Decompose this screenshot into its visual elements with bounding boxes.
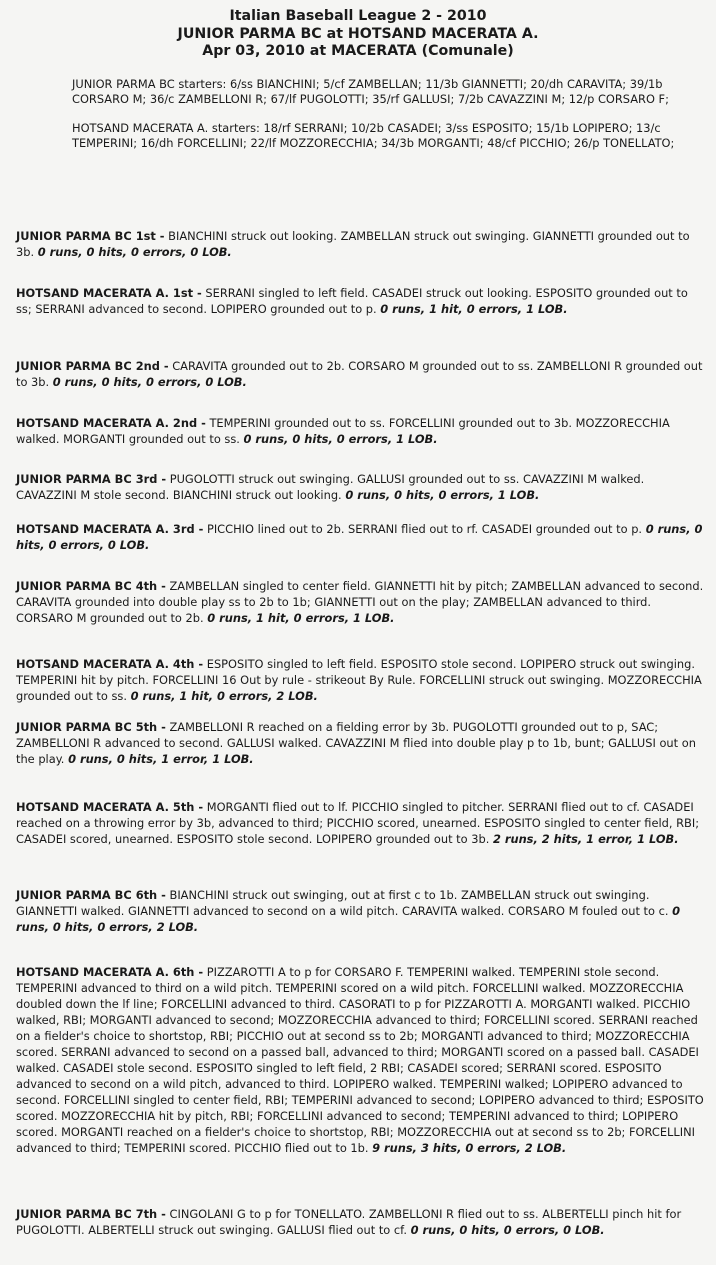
inning-heading: JUNIOR PARMA BC 7th - (16, 1207, 166, 1221)
inning-summary: 0 runs, 1 hit, 0 errors, 1 LOB. (207, 611, 395, 625)
inning-paragraph (16, 228, 706, 260)
inning-plays: ESPOSITO singled to left field. ESPOSITO stole second. LOPIPERO struck out swinging. TEMPERINI hit by pitch. FORCELLINI 16 Out by rule - strikeout By Rule. FORCELLINI struck out swinging. MOZZORECCHIA grounded out to ss. (16, 657, 702, 703)
inning-plays: MORGANTI flied out to lf. PICCHIO singled to pitcher. SERRANI flied out to cf. CASADEI reached on a throwing error by 3b, advanced to third; PICCHIO scored, unearned. ESPOSITO singled to center field, RBI; CASADEI scored, unearned. ESPOSITO stole second. LOPIPERO grounded out to 3b. (16, 800, 700, 846)
inning-plays: TEMPERINI grounded out to ss. FORCELLINI grounded out to 3b. MOZZORECCHIA walked. MORGANTI grounded out to ss. (16, 416, 670, 446)
inning-summary: 0 runs, 0 hits, 0 errors, 2 LOB. (16, 904, 681, 934)
inning-summary: 0 runs, 0 hits, 1 error, 1 LOB. (68, 752, 254, 766)
inning-heading: JUNIOR PARMA BC 5th - (16, 720, 166, 734)
inning-paragraph (16, 521, 706, 553)
home-starters: HOTSAND MACERATA A. starters: 18/rf SERRANI; 10/2b CASADEI; 3/ss ESPOSITO; 15/1b LOPIPERO; 13/c TEMPERINI; 16/dh FORCELLINI; 22/lf MOZZORECCHIA; 34/3b MORGANTI; 48/cf PICCHIO; 26/p TONELLATO; (72, 120, 675, 150)
inning-paragraph (16, 799, 706, 847)
visitor-starters: JUNIOR PARMA BC starters: 6/ss BIANCHINI; 5/cf ZAMBELLAN; 11/3b GIANNETTI; 20/dh CARAVITA; 39/1b CORSARO M; 36/c ZAMBELLONI R; 67/lf PUGOLOTTI; 35/rf GALLUSI; 7/2b CAVAZZINI M; 12/p CORSARO F; (72, 76, 669, 106)
inning-heading: HOTSAND MACERATA A. 2nd - (16, 416, 206, 430)
inning-summary: 0 runs, 1 hit, 0 errors, 1 LOB. (380, 302, 568, 316)
inning-plays: CARAVITA grounded out to 2b. CORSARO M grounded out to ss. ZAMBELLONI R grounded out to 3b. (16, 359, 703, 389)
inning-heading: JUNIOR PARMA BC 4th - (16, 579, 166, 593)
inning-plays: PIZZAROTTI A to p for CORSARO F. TEMPERINI walked. TEMPERINI stole second. TEMPERINI advanced to third on a wild pitch. TEMPERINI scored on a wild pitch. FORCELLINI walked. MOZZORECCHIA doubled down the lf line; FORCELLINI advanced to third. CASORATI to p for PIZZAROTTI A. MORGANTI walked. PICCHIO walked, RBI; MORGANTI advanced to second; MOZZORECCHIA advanced to third; FORCELLINI scored. SERRANI reached on a fielder's choice to shortstop, RBI; PICCHIO out at second ss to 2b; MORGANTI advanced to third; MOZZORECCHIA scored. SERRANI advanced to second on a passed ball, advanced to third; MORGANTI scored on a passed ball. CASADEI walked. CASADEI stole second. ESPOSITO singled to left field, 2 RBI; CASADEI scored; SERRANI scored. ESPOSITO advanced to second on a wild pitch, advanced to third. LOPIPERO walked. TEMPERINI walked; LOPIPERO advanced to second. FORCELLINI singled to center field, RBI; TEMPERINI advanced to second; LOPIPERO advanced to third; ESPOSITO scored. MOZZORECCHIA hit by pitch, RBI; FORCELLINI advanced to second; TEMPERINI advanced to third; LOPIPERO scored. MORGANTI reached on a fielder's choice to shortstop, RBI; MOZZORECCHIA out at second ss to 2b; FORCELLINI advanced to third; TEMPERINI scored. PICCHIO flied out to 1b. (16, 965, 704, 1155)
inning-paragraph (16, 358, 706, 390)
matchup-title: JUNIOR PARMA BC at HOTSAND MACERATA A. (177, 25, 539, 42)
inning-summary: 0 runs, 0 hits, 0 errors, 0 LOB. (410, 1223, 605, 1237)
inning-heading: HOTSAND MACERATA A. 3rd - (16, 522, 204, 536)
inning-heading: JUNIOR PARMA BC 3rd - (16, 472, 167, 486)
inning-summary: 0 runs, 0 hits, 0 errors, 0 LOB. (16, 522, 703, 552)
inning-plays: SERRANI singled to left field. CASADEI struck out looking. ESPOSITO grounded out to ss; SERRANI advanced to second. LOPIPERO grounded out to p. (16, 286, 688, 316)
inning-plays: ZAMBELLAN singled to center field. GIANNETTI hit by pitch; ZAMBELLAN advanced to second. CARAVITA grounded into double play ss to 2b to 1b; GIANNETTI out on the play; ZAMBELLAN advanced to third. CORSARO M grounded out to 2b. (16, 579, 704, 625)
inning-plays: PICCHIO lined out to 2b. SERRANI flied out to rf. CASADEI grounded out to p. (206, 522, 643, 536)
inning-plays: BIANCHINI struck out looking. ZAMBELLAN struck out swinging. GIANNETTI grounded out to 3b. (16, 229, 690, 259)
inning-paragraph (16, 887, 706, 935)
inning-heading: HOTSAND MACERATA A. 5th - (16, 800, 204, 814)
inning-plays: PUGOLOTTI struck out swinging. GALLUSI grounded out to ss. CAVAZZINI M walked. CAVAZZINI M stole second. BIANCHINI struck out looking. (16, 472, 645, 502)
inning-heading: JUNIOR PARMA BC 2nd - (16, 359, 169, 373)
document-header (0, 0, 716, 61)
inning-paragraph (16, 719, 706, 767)
inning-paragraph (16, 415, 706, 447)
inning-heading: HOTSAND MACERATA A. 1st - (16, 286, 202, 300)
starters-section (72, 77, 700, 151)
inning-heading: JUNIOR PARMA BC 6th - (16, 888, 166, 902)
league-title: Italian Baseball League 2 - 2010 (229, 8, 487, 24)
inning-plays: ZAMBELLONI R reached on a fielding error by 3b. PUGOLOTTI grounded out to p, SAC; ZAMBELLONI R advanced to second. GALLUSI walked. CAVAZZINI M flied into double play p to 1b, bunt; GALLUSI out on the play. (16, 720, 696, 766)
date-venue: Apr 03, 2010 at MACERATA (Comunale) (202, 43, 514, 59)
inning-summary: 0 runs, 0 hits, 0 errors, 1 LOB. (243, 432, 438, 446)
inning-paragraph (16, 964, 706, 1156)
inning-paragraph (16, 285, 706, 317)
inning-summary: 0 runs, 0 hits, 0 errors, 0 LOB. (37, 245, 232, 259)
inning-paragraph (16, 578, 706, 626)
inning-plays: CINGOLANI G to p for TONELLATO. ZAMBELLONI R flied out to ss. ALBERTELLI pinch hit for PUGOLOTTI. ALBERTELLI struck out swinging. GALLUSI flied out to cf. (16, 1207, 682, 1237)
inning-paragraph (16, 1206, 706, 1238)
inning-summary: 0 runs, 0 hits, 0 errors, 0 LOB. (52, 375, 247, 389)
inning-plays: BIANCHINI struck out swinging, out at first c to 1b. ZAMBELLAN struck out swinging. GIANNETTI walked. GIANNETTI advanced to second on a wild pitch. CARAVITA walked. CORSARO M fouled out to c. (16, 888, 669, 918)
inning-summary: 0 runs, 1 hit, 0 errors, 2 LOB. (130, 689, 318, 703)
inning-paragraph (16, 471, 706, 503)
inning-summary: 2 runs, 2 hits, 1 error, 1 LOB. (492, 832, 679, 846)
inning-summary: 9 runs, 3 hits, 0 errors, 2 LOB. (372, 1141, 567, 1155)
inning-paragraph (16, 656, 706, 704)
inning-heading: HOTSAND MACERATA A. 4th - (16, 657, 204, 671)
inning-summary: 0 runs, 0 hits, 0 errors, 1 LOB. (345, 488, 540, 502)
inning-heading: HOTSAND MACERATA A. 6th - (16, 965, 204, 979)
inning-heading: JUNIOR PARMA BC 1st - (16, 229, 165, 243)
